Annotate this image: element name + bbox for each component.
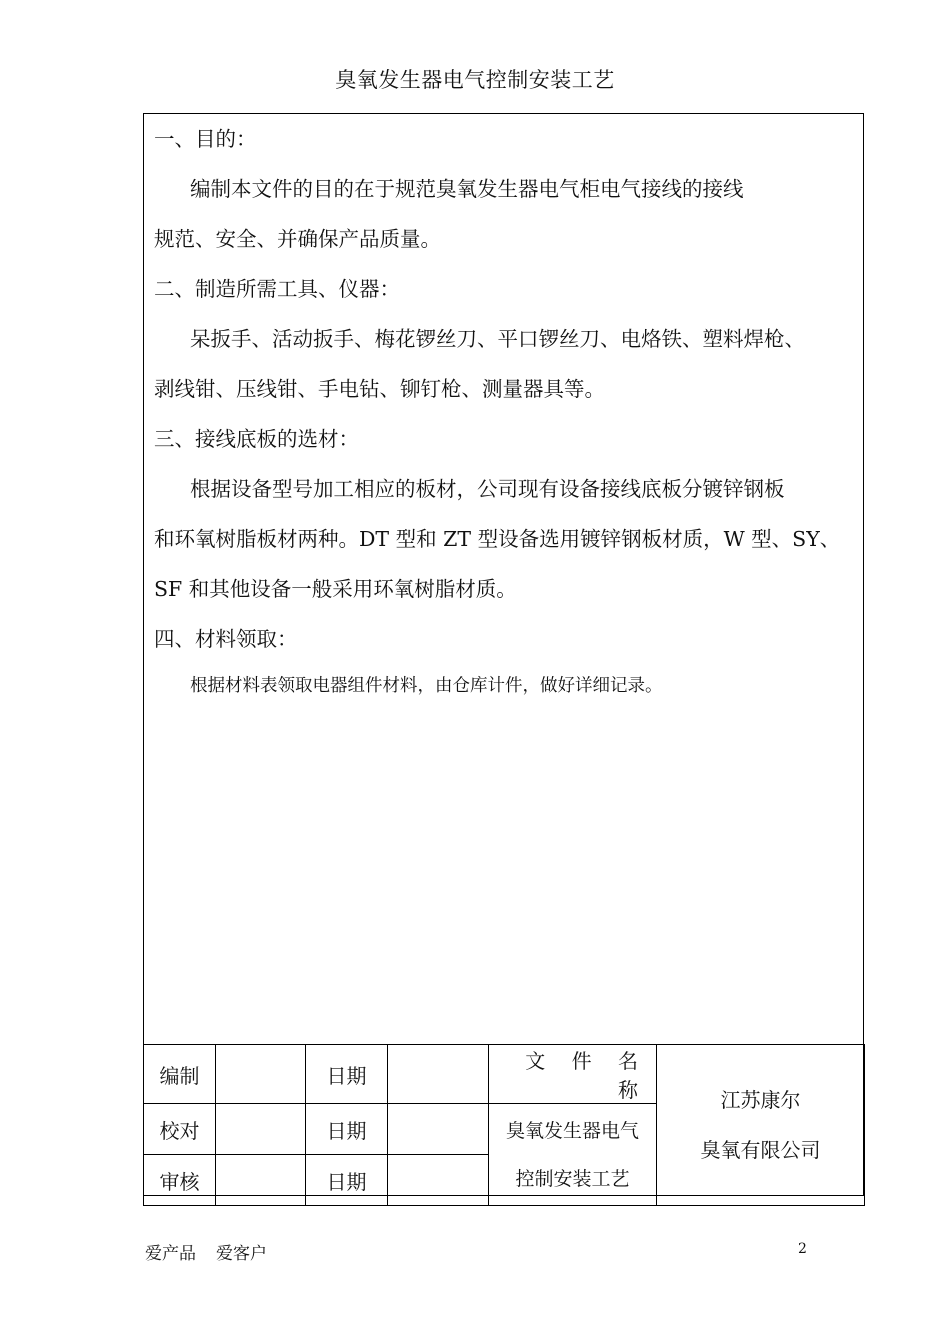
collection-paragraph-line: 根据材料表领取电器组件材料，由仓库计件，做好详细记录。 xyxy=(190,676,663,696)
section-heading-tools: 二、制造所需工具、仪器： xyxy=(154,277,400,301)
tools-paragraph-line: 剥线钳、压线钳、手电钻、铆钉枪、测量器具等。 xyxy=(154,377,605,401)
material-paragraph-line: 根据设备型号加工相应的板材，公司现有设备接线底板分镀锌钢板 xyxy=(190,477,785,501)
signoff-table xyxy=(143,1044,865,1206)
date-label: 日期 xyxy=(306,1155,388,1206)
company-name xyxy=(657,1045,865,1206)
section-heading-material-selection: 三、接线底板的选材： xyxy=(154,427,359,451)
section-heading-purpose: 一、目的： xyxy=(154,127,257,151)
company-name-line: 江苏康尔 xyxy=(720,1088,801,1112)
document-name-line: 控制安装工艺 xyxy=(515,1167,630,1190)
section-heading-material-collection: 四、材料领取： xyxy=(154,627,298,651)
document-title: 臭氧发生器电气控制安装工艺 xyxy=(335,68,615,92)
company-name-line: 臭氧有限公司 xyxy=(700,1138,821,1162)
document-name-label: 文 件 名 称 xyxy=(489,1045,657,1104)
material-paragraph-line: SF 和其他设备一般采用环氧树脂材质。 xyxy=(154,577,517,601)
date-label: 日期 xyxy=(306,1104,388,1155)
prepared-date-field xyxy=(388,1045,489,1104)
footer-slogan-2: 爱客户 xyxy=(216,1244,267,1264)
checked-label: 校对 xyxy=(144,1104,216,1155)
prepared-label: 编制 xyxy=(144,1045,216,1104)
footer-slogan xyxy=(145,1239,267,1264)
date-label: 日期 xyxy=(306,1045,388,1104)
prepared-by-field xyxy=(216,1045,306,1104)
checked-date-field xyxy=(388,1104,489,1155)
checked-by-field xyxy=(216,1104,306,1155)
page-number: 2 xyxy=(798,1241,807,1257)
reviewed-by-field xyxy=(216,1155,306,1206)
document-frame xyxy=(143,113,864,1196)
footer-slogan-1: 爱产品 xyxy=(145,1244,196,1264)
purpose-paragraph-line: 规范、安全、并确保产品质量。 xyxy=(154,227,441,251)
purpose-paragraph-line: 编制本文件的目的在于规范臭氧发生器电气柜电气接线的接线 xyxy=(190,177,744,201)
reviewed-date-field xyxy=(388,1155,489,1206)
document-name-line: 臭氧发生器电气 xyxy=(505,1119,639,1142)
reviewed-label: 审核 xyxy=(144,1155,216,1206)
tools-paragraph-line: 呆扳手、活动扳手、梅花锣丝刀、平口锣丝刀、电烙铁、塑料焊枪、 xyxy=(190,327,805,351)
document-name xyxy=(489,1104,657,1206)
material-paragraph-line: 和环氧树脂板材两种。DT 型和 ZT 型设备选用镀锌钢板材质，W 型、SY、 xyxy=(154,527,841,551)
